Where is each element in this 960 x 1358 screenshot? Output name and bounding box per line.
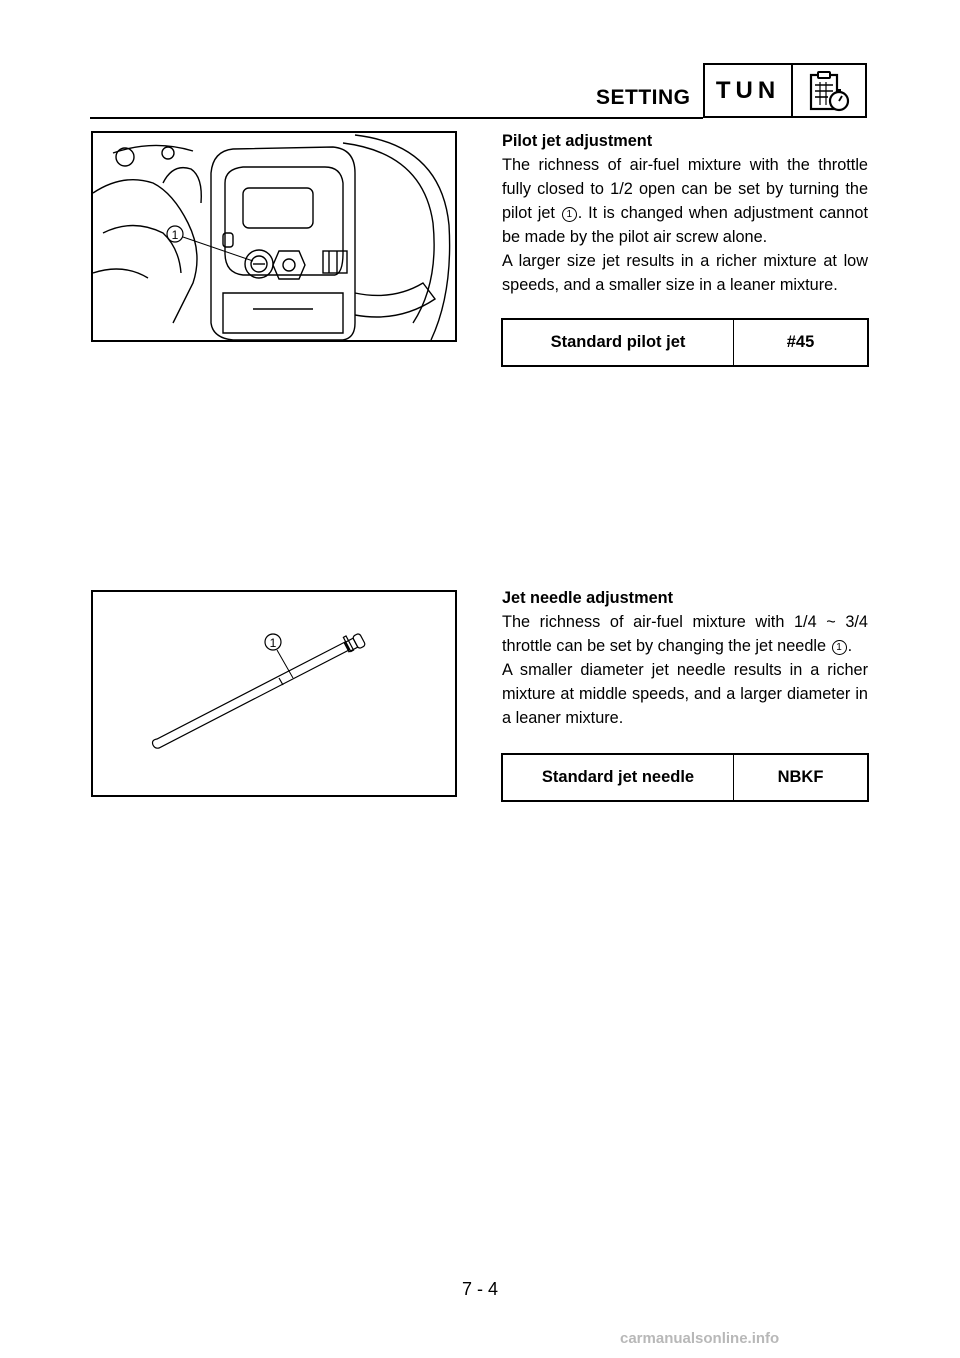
paragraph-text: . It is changed when adjustment cannot be made by the pilot air screw alone.: [502, 204, 868, 246]
callout-number: 1: [562, 207, 577, 222]
spec-table-jet-needle: [501, 753, 869, 802]
carburetor-illustration: [93, 133, 455, 340]
pilot-jet-figure: [91, 131, 457, 342]
pilot-jet-section: [502, 129, 868, 297]
section-heading: Pilot jet adjustment: [502, 132, 653, 150]
page-number: 7 - 4: [461, 1279, 499, 1299]
paragraph: A larger size jet results in a richer mixture at low speeds, and a smaller size in a leaner mixture.: [502, 252, 868, 294]
header-rule: [90, 117, 703, 119]
spec-label: Standard jet needle: [503, 755, 734, 800]
spec-value: #45: [786, 333, 815, 351]
spec-label: Standard pilot jet: [503, 320, 734, 365]
figure-callout: 1: [171, 228, 179, 242]
clipboard-stopwatch-icon: [793, 65, 865, 116]
tab-code: TUN: [705, 65, 793, 116]
spec-value: NBKF: [777, 768, 824, 786]
paragraph: [502, 610, 868, 658]
jet-needle-illustration: [93, 592, 455, 795]
spec-table-pilot-jet: [501, 318, 869, 367]
section-tab: [703, 63, 867, 118]
paragraph-text: .: [847, 637, 853, 655]
paragraph-text: The richness of air-fuel mixture with the throttle fully closed to 1/2 open can be set by turning the pilot jet: [502, 156, 868, 222]
callout-number: 1: [832, 640, 847, 655]
section-title: SETTING: [596, 86, 691, 109]
jet-needle-figure: [91, 590, 457, 797]
section-heading: Jet needle adjustment: [502, 589, 674, 607]
watermark: carmanualsonline.info: [620, 1330, 780, 1347]
paragraph: [502, 153, 868, 249]
paragraph-text: The richness of air-fuel mixture with 1/4 ~ 3/4 throttle can be set by changing the jet needle: [502, 613, 868, 655]
paragraph: A smaller diameter jet needle results in a richer mixture at middle speeds, and a larger diameter in a leaner mixture.: [502, 661, 868, 727]
jet-needle-section: [502, 586, 868, 730]
figure-callout: 1: [269, 636, 277, 650]
